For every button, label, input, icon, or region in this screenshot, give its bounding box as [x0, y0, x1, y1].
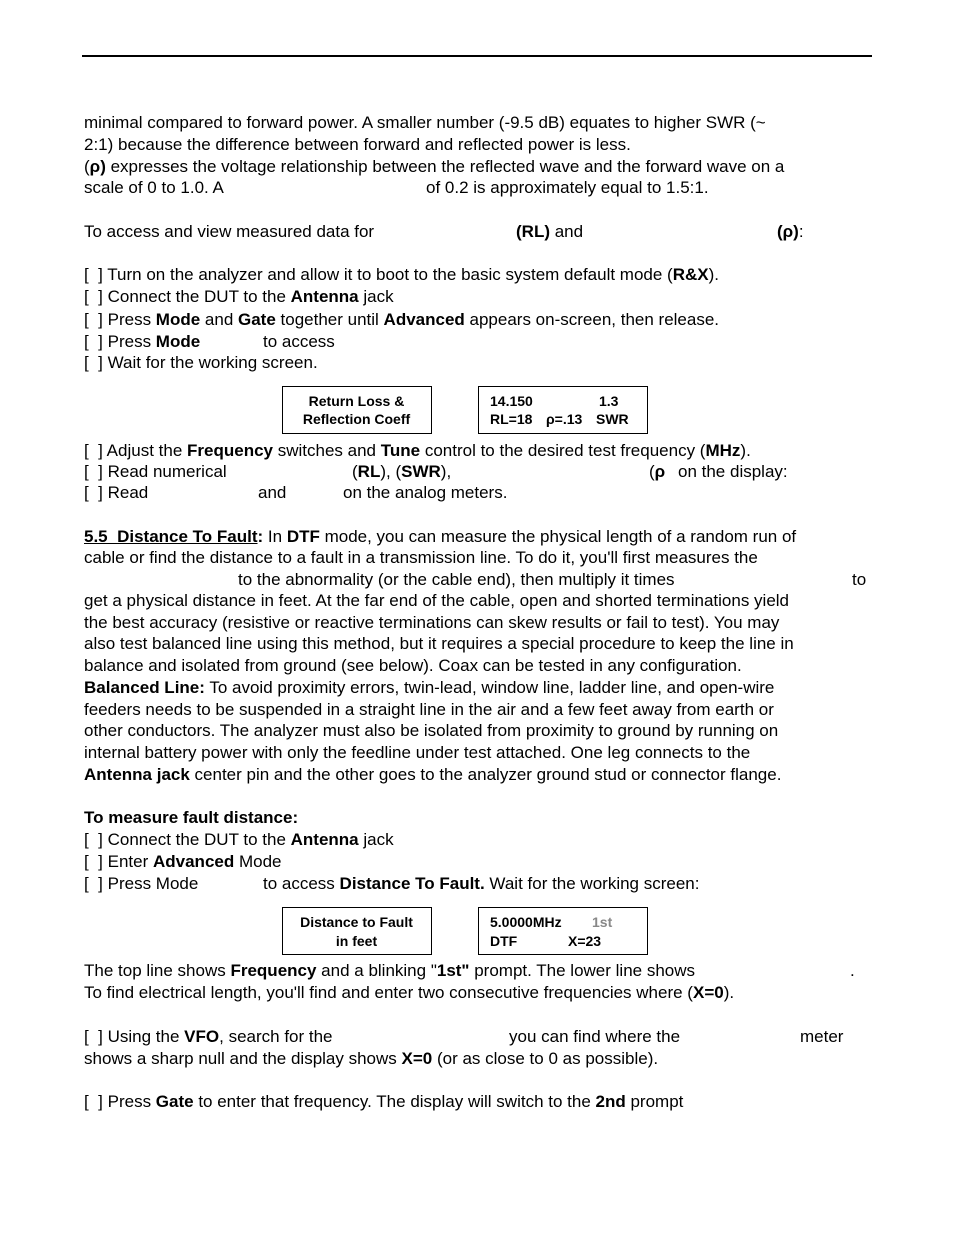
- checklist-item: [ ] Wait for the working screen.: [84, 353, 318, 372]
- checklist-item: [ ] Press Mode: [84, 874, 199, 893]
- para-line: to the abnormality (or the cable end), then multiply it times: [238, 570, 675, 589]
- para-line: the best accuracy (resistive or reactive terminations can skew results or fail to test). You may: [84, 613, 780, 632]
- para-line: to: [852, 570, 867, 589]
- para-line: Antenna jack center pin and the other goes to the analyzer ground stud or connector flange.: [84, 765, 782, 784]
- mode-label-box: Return Loss & Reflection Coeff: [282, 386, 432, 434]
- checklist-item: [ ] Press Gate to enter that frequency. The display will switch to the 2nd prompt: [84, 1092, 684, 1111]
- access-line: (RL) and: [516, 222, 584, 241]
- checklist-item: [ ] Adjust the Frequency switches and Tune control to the desired test frequency (MHz).: [84, 441, 751, 460]
- checklist-item: (ρ: [649, 462, 666, 481]
- checklist-item: [ ] Press Mode and Gate together until Advanced appears on-screen, then release.: [84, 310, 720, 329]
- header-rule: [82, 55, 872, 57]
- checklist-item: (RL), (SWR),: [352, 462, 452, 481]
- checklist-item: and: [258, 483, 287, 502]
- checklist-item: [ ] Turn on the analyzer and allow it to boot to the basic system default mode (R&X).: [84, 265, 720, 284]
- checklist-item: [ ] Press Mode: [84, 332, 201, 351]
- access-line: (ρ):: [777, 222, 804, 241]
- section-heading: 5.5 Distance To Fault: In DTF mode, you can measure the physical length of a random run of: [84, 527, 797, 546]
- para-line: get a physical distance in feet. At the far end of the cable, open and shorted terminations yield: [84, 591, 790, 610]
- checklist-item: on the display:: [678, 462, 788, 481]
- checklist-item: on the analog meters.: [343, 483, 508, 502]
- checklist-item: [ ] Using the VFO, search for the: [84, 1027, 333, 1046]
- lcd-display: 14.150 1.3 RL=18 ρ=.13 SWR: [478, 386, 648, 434]
- para-line: (ρ) expresses the voltage relationship between the reflected wave and the forward wave on a: [84, 157, 785, 176]
- para-line: .: [850, 961, 855, 980]
- access-line: To access and view measured data for: [84, 222, 375, 241]
- checklist-item: [ ] Connect the DUT to the Antenna jack: [84, 287, 394, 306]
- checklist-item: meter: [800, 1027, 844, 1046]
- para-line: Balanced Line: To avoid proximity errors, twin-lead, window line, ladder line, and open-wire: [84, 678, 775, 697]
- para-line: 2:1) because the difference between forward and reflected power is less.: [84, 135, 631, 154]
- para-line: To find electrical length, you'll find and enter two consecutive frequencies where (X=0).: [84, 983, 735, 1002]
- para-line: other conductors. The analyzer must also be isolated from proximity to ground by running on: [84, 721, 779, 740]
- para-line: shows a sharp null and the display shows X=0 (or as close to 0 as possible).: [84, 1049, 659, 1068]
- para-line: balance and isolated from ground (see below). Coax can be tested in any configuration.: [84, 656, 742, 675]
- para-line: The top line shows Frequency and a blinking "1st" prompt. The lower line shows: [84, 961, 696, 980]
- checklist-item: [ ] Enter Advanced Mode: [84, 852, 282, 871]
- para-line: minimal compared to forward power. A smaller number (-9.5 dB) equates to higher SWR (~: [84, 113, 766, 132]
- lcd-display: 5.0000MHz 1st DTF X=23: [478, 907, 648, 955]
- checklist-item: [ ] Read numerical: [84, 462, 227, 481]
- para-line: scale of 0 to 1.0. A: [84, 178, 224, 197]
- subheading: To measure fault distance:: [84, 808, 299, 827]
- para-line: internal battery power with only the feedline under test attached. One leg connects to the: [84, 743, 751, 762]
- checklist-item: to access Distance To Fault. Wait for the working screen:: [263, 874, 700, 893]
- mode-label-box: Distance to Fault in feet: [282, 907, 432, 955]
- checklist-item: you can find where the: [509, 1027, 681, 1046]
- para-line: of 0.2 is approximately equal to 1.5:1.: [426, 178, 709, 197]
- para-line: feeders needs to be suspended in a straight line in the air and a few feet away from earth or: [84, 700, 774, 719]
- checklist-item: [ ] Connect the DUT to the Antenna jack: [84, 830, 394, 849]
- para-line: cable or find the distance to a fault in a transmission line. To do it, you'll first measures the: [84, 548, 758, 567]
- para-line: also test balanced line using this method, but it requires a special procedure to keep the line in: [84, 634, 794, 653]
- checklist-item: to access: [263, 332, 335, 351]
- checklist-item: [ ] Read: [84, 483, 149, 502]
